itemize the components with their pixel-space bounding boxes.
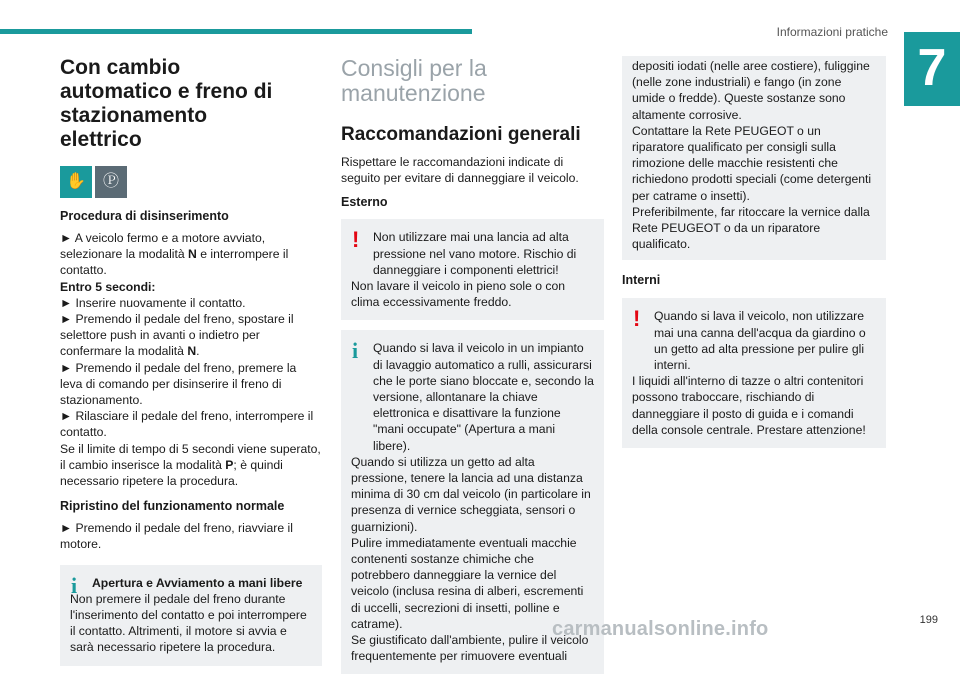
- intro-text: Rispettare le raccomandazioni indicate di seguito per evitare di danneggiare il veicolo.: [341, 155, 579, 186]
- cont-text-1: depositi iodati (nelle aree costiere), fuliggine (nelle zone industriali) e fango (in zone umide o fredde). Queste sostanze sono altamente corrosive.: [632, 59, 870, 122]
- info-box-hands-free: [60, 565, 322, 666]
- column-2: [341, 56, 604, 674]
- procedure-title: Procedura di disinserimento: [60, 209, 229, 223]
- warning-text-2: Non lavare il veicolo in pieno sole o con clima eccessivamente freddo.: [351, 279, 566, 310]
- page-number: 199: [919, 614, 938, 626]
- proc-step-4: ► Premendo il pedale del freno, premere la leva di comando per disinserire il freno di stazionamento.: [60, 360, 297, 408]
- proc-step-5: ► Rilasciare il pedale del freno, interrompere il contatto.: [60, 409, 314, 440]
- col2-title: Consigli per la manutenzione: [341, 55, 487, 106]
- icon-row: [60, 166, 322, 198]
- proc-note: Entro 5 secondi:: [60, 279, 156, 294]
- info-box-continued: [622, 56, 886, 260]
- warning-interior-2: I liquidi all'interno di tazze o altri contenitori possono traboccare, rischiando di danneggiare il posto di guida e i comandi della console centrale. Prestare attenzione!: [632, 374, 866, 437]
- interni-heading: Interni: [622, 273, 661, 288]
- info-text-1: Quando si lava il veicolo in un impianto di lavaggio automatico a rulli, assicurarsi che le porte siano bloccate e, secondo la versione, allontanare la chiave elettronica e disattivare la funzione "mani occupate" (Apertura a mani libere).: [373, 341, 594, 453]
- warning-box-interior: [622, 298, 886, 448]
- hand-foot-icon: ✋: [60, 166, 92, 198]
- warning-icon: !: [633, 306, 641, 332]
- column-1: [60, 56, 322, 666]
- info-box-title: Apertura e Avviamento a mani libere: [92, 575, 303, 590]
- restore-title: Ripristino del funzionamento normale: [60, 499, 285, 514]
- info-icon: i: [352, 338, 359, 364]
- cont-text-3: Preferibilmente, far ritoccare la vernice dalla Rete PEUGEOT o da un riparatore qualificato.: [632, 204, 870, 252]
- info-text-2: Quando si utilizza un getto ad alta pressione, tenere la lancia ad una distanza minima di 30 cm dal veicolo (in particolare in presenza di vernice scheggiata, sensori o guarnizioni).: [351, 454, 591, 534]
- proc-timeout: Se il limite di tempo di 5 secondi viene superato, il cambio inserisce la modalità P; è quindi necessario ripetere la procedura.: [60, 441, 321, 489]
- info-text-3: Pulire immediatamente eventuali macchie contenenti sostanze chimiche che potrebbero danneggiare la vernice del veicolo (inclusa resina di alberi, escrementi di uccelli, secrezioni di insetti, polline e catrame).: [351, 535, 584, 631]
- info-box-text: Non premere il pedale del freno durante l'inserimento del contatto e poi interrompere il contatto. Altrimenti, il motore si avvia e sarà necessario ripetere la procedura.: [70, 591, 307, 655]
- warning-interior-1: Quando si lava il veicolo, non utilizzare mai una canna dell'acqua da giardino o un getto ad alta pressione per pulire gli interni.: [654, 309, 866, 373]
- col2-subtitle: Raccomandazioni generali: [341, 124, 581, 145]
- watermark: carmanualsonline.info: [552, 618, 769, 640]
- chapter-tab[interactable]: 7: [904, 32, 960, 106]
- proc-step-1: ► A veicolo fermo e a motore avviato, selezionare la modalità N e interrompere il contatto.: [60, 231, 289, 278]
- section-title: Informazioni pratiche: [776, 25, 888, 39]
- cont-text-2: Contattare la Rete PEUGEOT o un riparatore qualificato per consigli sulla rimozione delle macchie resistenti che richiedono prodotti speciali (come detergenti per catrame o insetti).: [632, 123, 872, 203]
- parking-brake-icon: Ⓟ: [95, 166, 127, 198]
- warning-text-1: Non utilizzare mai una lancia ad alta pressione nel vano motore. Rischio di danneggiare i componenti elettrici!: [373, 230, 577, 277]
- proc-step-3: ► Premendo il pedale del freno, spostare il selettore push in avanti o indietro per confermare la modalità N.: [60, 312, 294, 359]
- warning-box-exterior: [341, 219, 604, 320]
- header-accent-bar: [0, 29, 472, 34]
- proc-step-2: ► Inserire nuovamente il contatto.: [60, 295, 246, 310]
- info-icon: i: [71, 572, 78, 598]
- restore-text: ► Premendo il pedale del freno, riavviare il motore.: [60, 521, 293, 552]
- column-3: [622, 56, 886, 448]
- col1-title: Con cambio automatico e freno di stazionamento elettrico: [60, 56, 273, 151]
- info-text-4: Se giustificato dall'ambiente, pulire il veicolo frequentemente per rimuovere eventuali: [351, 633, 589, 664]
- esterno-heading: Esterno: [341, 195, 388, 210]
- warning-icon: !: [352, 227, 360, 253]
